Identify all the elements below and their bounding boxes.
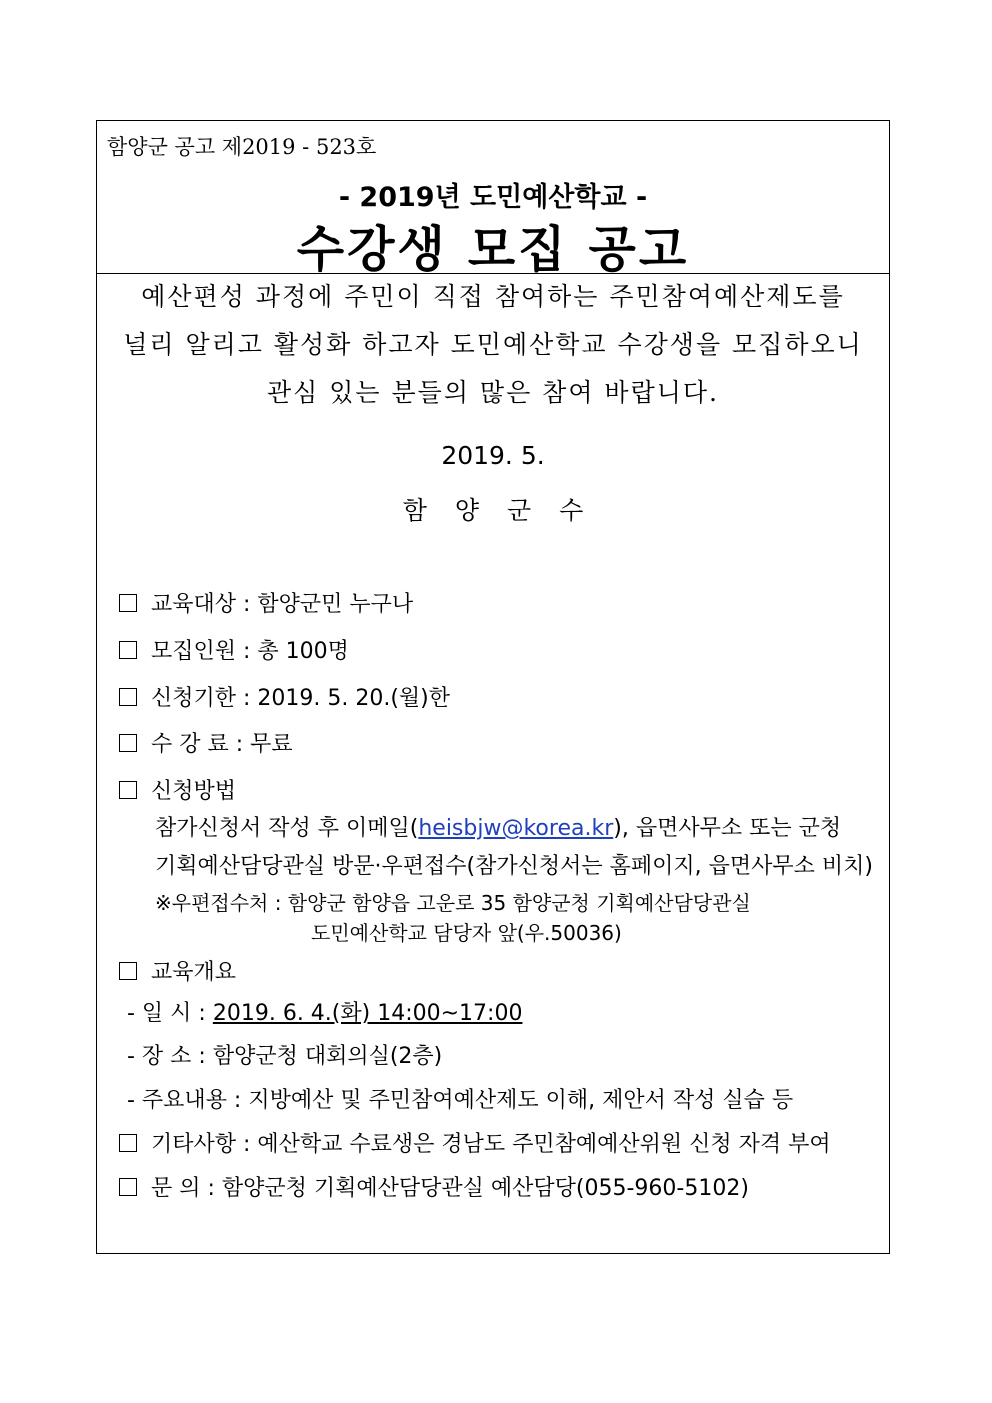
time-value: 2019. 6. 4.(화) 14:00~17:00 bbox=[212, 1001, 523, 1026]
item-recruit bbox=[119, 634, 349, 665]
checkbox-icon bbox=[119, 781, 137, 799]
time-label: - 일 시 : bbox=[127, 1001, 206, 1026]
notice-header bbox=[97, 121, 889, 278]
overview-time bbox=[127, 996, 522, 1027]
item-fee bbox=[119, 727, 293, 758]
item-text: 수 강 료 : 무료 bbox=[151, 732, 293, 757]
notice-title: 수강생 모집 공고 bbox=[296, 221, 690, 278]
item-text: 신청기한 : 2019. 5. 20.(월)한 bbox=[151, 686, 451, 711]
checkbox-icon bbox=[119, 688, 137, 706]
method-text: 참가신청서 작성 후 이메일( bbox=[155, 816, 419, 841]
notice-date: 2019. 5. bbox=[441, 441, 545, 470]
checkbox-icon bbox=[119, 641, 137, 659]
item-etc bbox=[119, 1127, 831, 1158]
mail-note-1: ※우편접수처 : 함양군 함양읍 고운로 35 함양군청 기획예산담당관실 bbox=[155, 891, 751, 915]
checkbox-icon bbox=[119, 1134, 137, 1152]
intro-line: 널리 알리고 활성화 하고자 도민예산학교 수강생을 모집하오니 bbox=[123, 330, 863, 359]
email-link[interactable]: heisbjw@korea.kr bbox=[418, 816, 614, 841]
item-method bbox=[119, 774, 236, 805]
checkbox-icon bbox=[119, 734, 137, 752]
intro-line: 예산편성 과정에 주민이 직접 참여하는 주민참여예산제도를 bbox=[141, 282, 845, 311]
item-text: 교육대상 : 함양군민 누구나 bbox=[151, 592, 414, 617]
overview-place: - 장 소 : 함양군청 대회의실(2층) bbox=[127, 1044, 443, 1069]
intro-line: 관심 있는 분들의 많은 참여 바랍니다. bbox=[267, 378, 719, 407]
intro-paragraph bbox=[97, 273, 889, 417]
item-deadline bbox=[119, 681, 450, 712]
issuer-char: 수 bbox=[559, 496, 584, 525]
item-contact bbox=[119, 1171, 749, 1202]
issuer-char: 양 bbox=[454, 496, 479, 525]
issuer-char: 함 bbox=[402, 496, 427, 525]
item-text: 신청방법 bbox=[151, 779, 237, 804]
notice-subtitle: - 2019년 도민예산학교 - bbox=[338, 182, 648, 213]
item-text: 문 의 : 함양군청 기획예산담당관실 예산담당(055-960-5102) bbox=[151, 1176, 749, 1201]
issuer-char: 군 bbox=[507, 496, 532, 525]
item-overview bbox=[119, 955, 236, 986]
checkbox-icon bbox=[119, 1178, 137, 1196]
method-line-2: 기획예산담당관실 방문·우편접수(참가신청서는 홈페이지, 읍면사무소 비치) bbox=[155, 854, 873, 879]
method-text: ), 읍면사무소 또는 군청 bbox=[613, 816, 842, 841]
item-text: 기타사항 : 예산학교 수료생은 경남도 주민참예예산위원 신청 자격 부여 bbox=[151, 1132, 831, 1157]
notice-number: 함양군 공고 제2019 - 523호 bbox=[107, 135, 377, 159]
item-target bbox=[119, 587, 413, 618]
notice-frame bbox=[96, 120, 890, 1254]
method-line-1 bbox=[155, 811, 841, 842]
item-text: 모집인원 : 총 100명 bbox=[151, 639, 349, 664]
checkbox-icon bbox=[119, 594, 137, 612]
checkbox-icon bbox=[119, 962, 137, 980]
issuer bbox=[97, 491, 889, 527]
item-text: 교육개요 bbox=[151, 960, 237, 985]
overview-content: - 주요내용 : 지방예산 및 주민참여예산제도 이해, 제안서 작성 실습 등 bbox=[127, 1088, 794, 1113]
mail-note-2: 도민예산학교 담당자 앞(우.50036) bbox=[311, 921, 622, 945]
